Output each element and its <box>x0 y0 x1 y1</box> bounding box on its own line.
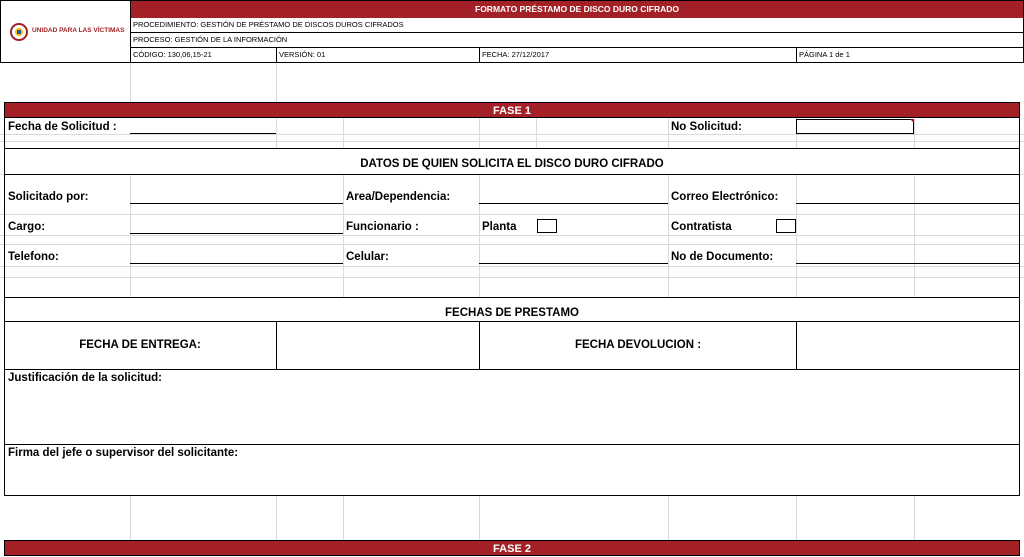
justificacion-label: Justificación de la solicitud: <box>8 372 163 384</box>
correo-label: Correo Electrónico: <box>671 191 779 203</box>
colombia-seal-icon <box>10 23 28 41</box>
version-text: VERSIÓN: 01 <box>279 50 326 59</box>
no-solicitud-label: No Solicitud: <box>671 121 742 133</box>
procedimiento-text: PROCEDIMIENTO: GESTIÓN DE PRÉSTAMO DE DISCOS DUROS CIFRADOS <box>133 20 404 29</box>
fecha-devolucion-field[interactable] <box>797 322 1019 369</box>
codigo-text: CÓDIGO: 130,06,15-21 <box>133 50 212 59</box>
cargo-label: Cargo: <box>8 221 46 233</box>
fecha-devolucion-label: FECHA DEVOLUCION : <box>574 339 702 351</box>
area-label: Area/Dependencia: <box>346 191 451 203</box>
comment-marker <box>910 119 914 123</box>
fase1-label: FASE 1 <box>493 105 531 117</box>
fecha-text: FECHA: 27/12/2017 <box>482 50 550 59</box>
pagina-text: PÁGINA 1 de 1 <box>799 50 850 59</box>
planta-checkbox[interactable] <box>537 219 557 233</box>
no-solicitud-field[interactable] <box>796 119 914 134</box>
fase1-banner <box>4 102 1020 118</box>
no-documento-field[interactable] <box>796 250 1019 264</box>
celular-field[interactable] <box>479 250 668 264</box>
solicitado-por-label: Solicitado por: <box>8 191 89 203</box>
planta-label: Planta <box>482 221 517 233</box>
fecha-entrega-field[interactable] <box>277 322 479 369</box>
telefono-label: Telefono: <box>8 251 59 263</box>
form-title: FORMATO PRÉSTAMO DE DISCO DURO CIFRADO <box>475 4 679 14</box>
correo-field[interactable] <box>796 190 1019 204</box>
firma-label: Firma del jefe o supervisor del solicitante: <box>8 447 239 459</box>
contratista-label: Contratista <box>671 221 732 233</box>
logo-text: UNIDAD PARA LAS VÍCTIMAS <box>32 27 125 34</box>
proceso-text: PROCESO: GESTIÓN DE LA INFORMACIÓN <box>133 35 288 44</box>
fecha-solicitud-field[interactable] <box>130 119 276 134</box>
fechas-section-title: FECHAS DE PRESTAMO <box>445 307 579 319</box>
celular-label: Celular: <box>346 251 389 263</box>
logo <box>6 22 126 42</box>
cargo-field[interactable] <box>130 220 343 234</box>
datos-section-title: DATOS DE QUIEN SOLICITA EL DISCO DURO CIFRADO <box>360 158 664 170</box>
solicitado-por-field[interactable] <box>130 190 343 204</box>
fase2-banner <box>4 540 1020 556</box>
firma-field[interactable] <box>5 461 1019 495</box>
no-documento-label: No de Documento: <box>671 251 774 263</box>
fase2-label: FASE 2 <box>493 543 531 555</box>
fecha-entrega-label: FECHA DE ENTREGA: <box>79 339 201 351</box>
telefono-field[interactable] <box>130 250 343 264</box>
justificacion-field[interactable] <box>5 386 1019 444</box>
funcionario-label: Funcionario : <box>346 221 419 233</box>
area-field[interactable] <box>479 190 668 204</box>
fecha-solicitud-label: Fecha de Solicitud : <box>8 121 117 133</box>
contratista-checkbox[interactable] <box>776 219 796 233</box>
